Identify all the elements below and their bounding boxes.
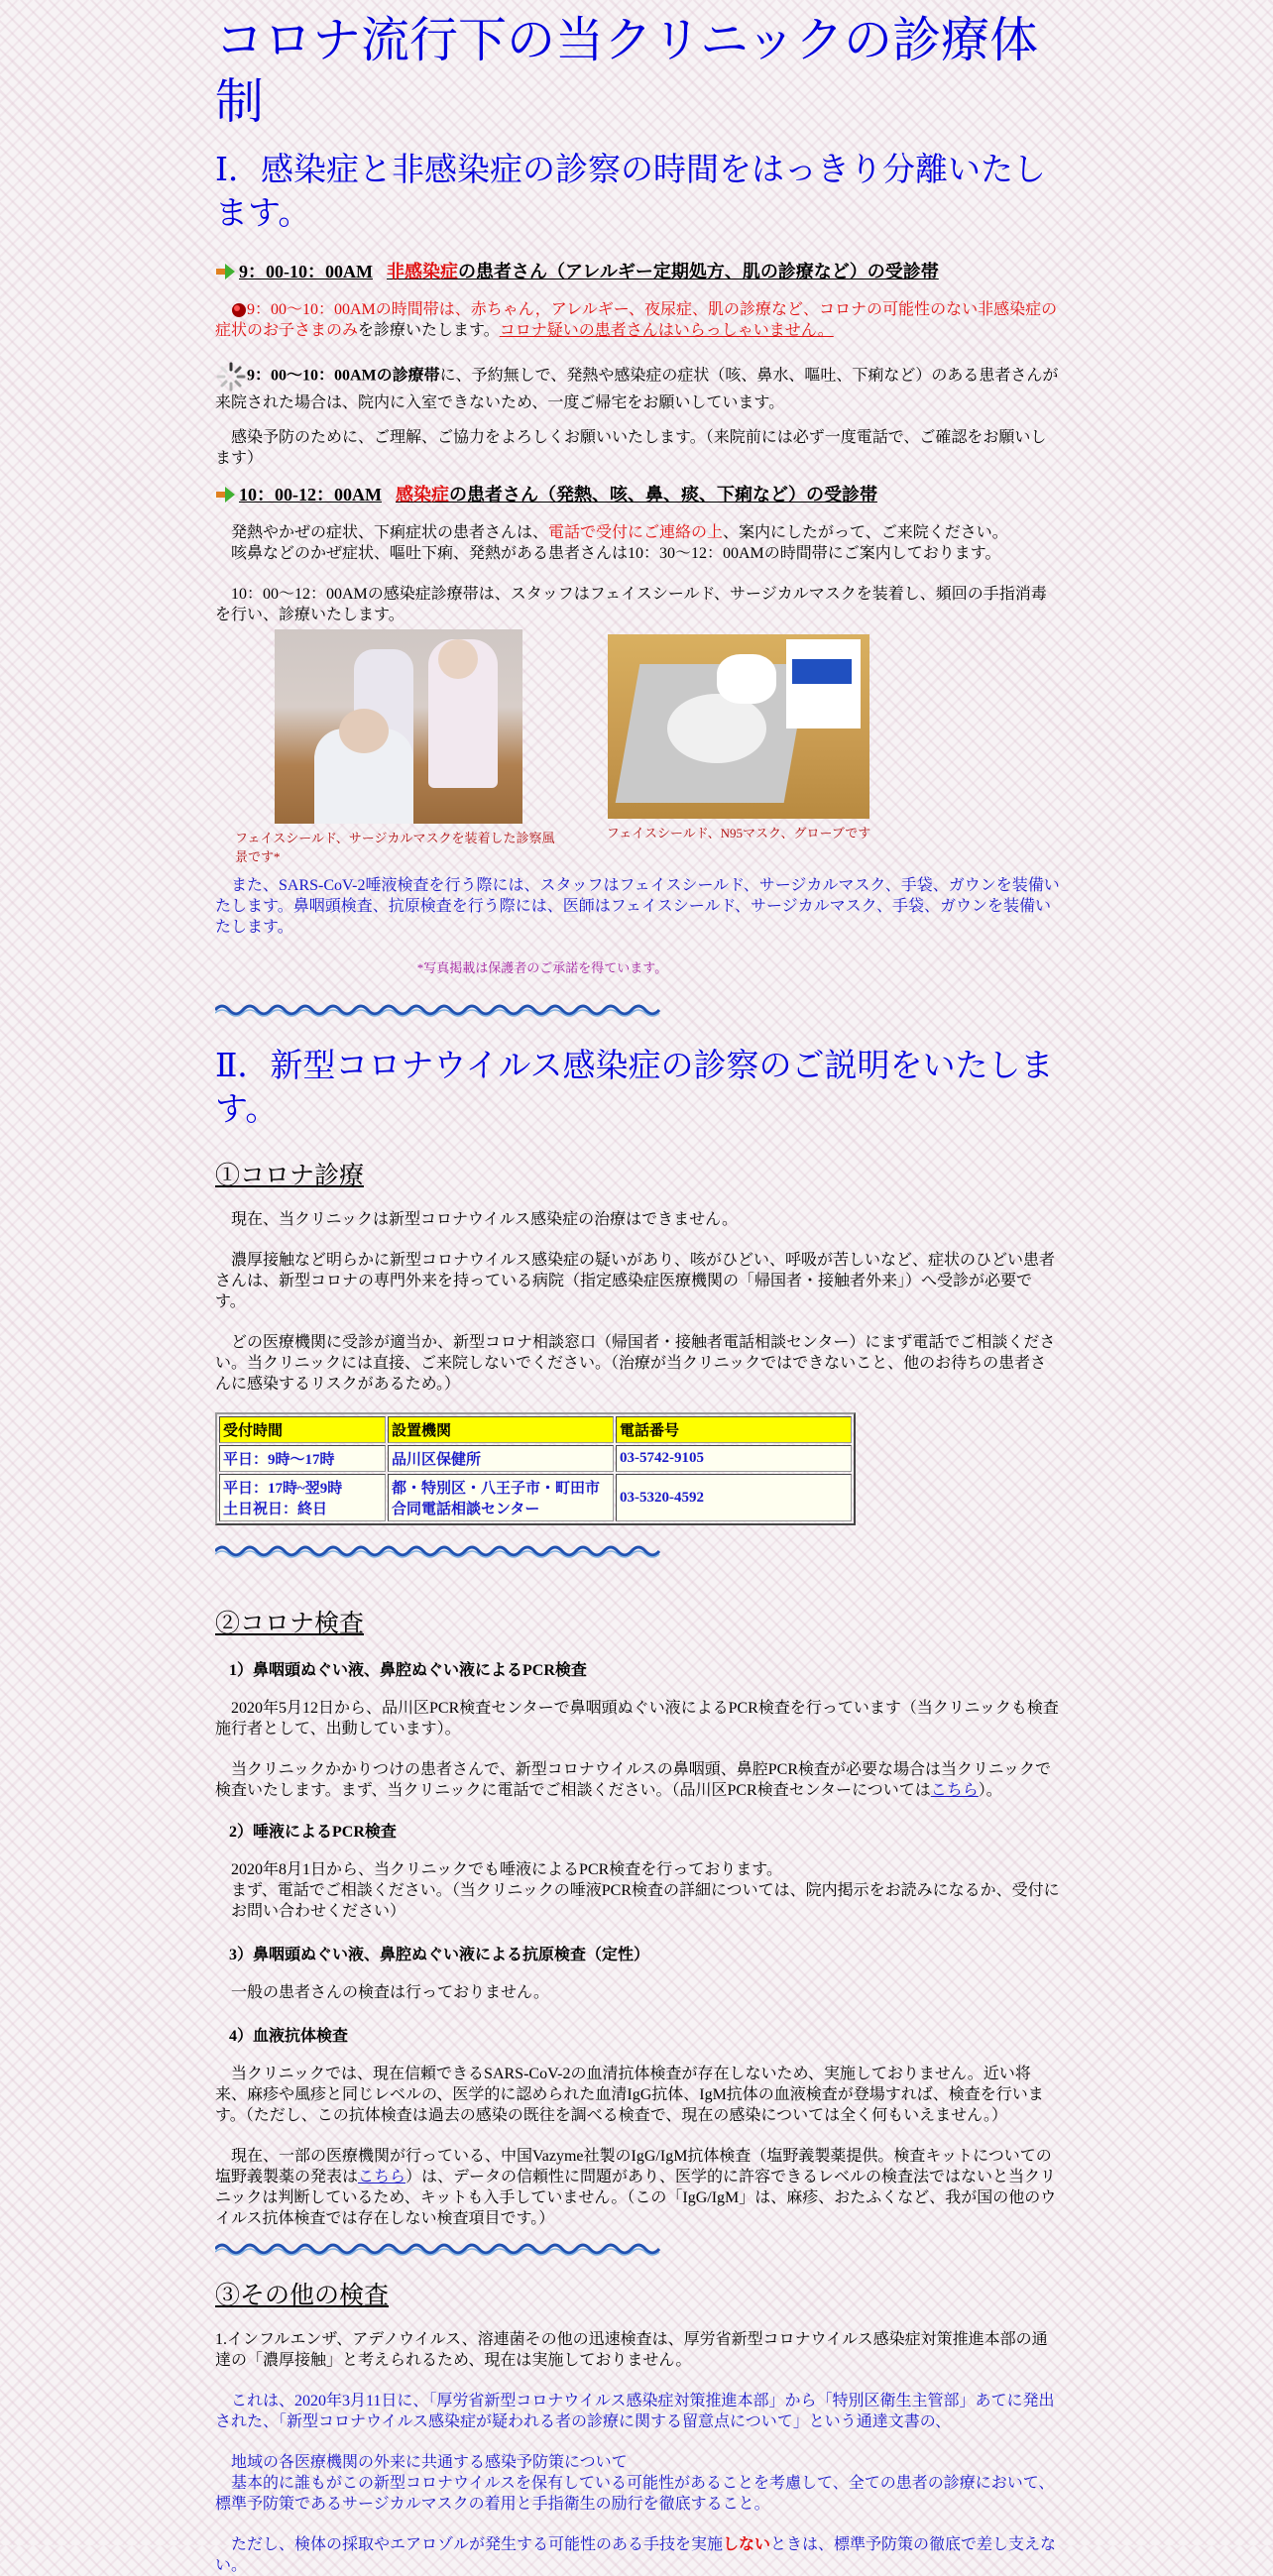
wave-divider: [215, 2239, 666, 2257]
paragraph-staff-protection: 10：00～12：00AMの感染症診療帯は、スタッフはフェイスシールド、サージカルマスクを装着し、頻回の手指消毒を行い、診療いたします。: [215, 586, 1047, 623]
paragraph-antigen: 一般の患者さんの検査は行っておりません。: [231, 1984, 549, 2001]
arrow-icon: [215, 486, 237, 504]
subhead-infectious: 10：00-12：00AM 感染症 の患者さん（発熱、咳、鼻、痰、下痢など）の受診帯: [215, 483, 1060, 506]
paragraph-pcr-center: 2020年5月12日から、品川区PCR検査センターで鼻咽頭ぬぐい液によるPCR検査を行っています（当クリニックも検査施行者として、出動しています）。: [215, 1700, 1059, 1737]
table-header-row: 受付時間 設置機関 電話番号: [219, 1416, 852, 1443]
wave-divider: [215, 1000, 666, 1018]
arrow-icon: [215, 263, 237, 280]
corona-test-heading: ②コロナ検査: [215, 1611, 365, 1637]
wave-divider: [215, 1541, 666, 1559]
subhead-noninfectious: 9：00-10：00AM 非感染症 の患者さん（アレルギー定期処方、肌の診療など）の受診帯: [215, 260, 1060, 283]
equipment-photo-image: [608, 634, 869, 819]
paragraph-infection-prevention: 地域の各医療機関の外来に共通する感染予防策について 基本的に誰もがこの新型コロナウイルスを保有している可能性があることを考慮して、全ての患者の診療において、標準予防策であるサージカルマスクの着用と手指衛生の励行を徹底すること。: [215, 2454, 1055, 2513]
paragraph-no-reservation: 9：00～10：00AMの診療帯に、予約無しで、発熱や感染症の症状（咳、鼻水、嘔吐、下痢など）のある患者さんが来院された場合は、院内に入室できないため、一度ご帰宅をお願いしています。: [215, 361, 1060, 413]
no-corona-patients-link[interactable]: コロナ疑いの患者さんはいらっしゃいません。: [499, 322, 834, 339]
photo-equipment: [580, 629, 897, 865]
paragraph-specialist-outpatient: 濃厚接触など明らかに新型コロナウイルス感染症の疑いがあり、咳がひどい、呼吸が苦しいなど、症状のひどい患者さんは、新型コロナの専門外来を持っている病院（指定感染症医療機関の「帰国者・接触者外来」）へ受診が必要です。: [215, 1252, 1056, 1310]
photo-consent-note: *写真掲載は保護者のご承諾を得ています。: [416, 960, 668, 975]
paragraph-notice-document: これは、2020年3月11日に、「厚労省新型コロナウイルス感染症対策推進本部」から「特別区衛生主管部」あてに発出された、「新型コロナウイルス感染症が疑われる者の診療に関する留意点について」という通達文書の、: [215, 2393, 1055, 2430]
pcr-center-link[interactable]: こちら: [930, 1782, 979, 1799]
shionogi-announcement-link[interactable]: こちら: [358, 2169, 406, 2185]
paragraph-rapid-tests: 1.インフルエンザ、アデノウイルス、溶連菌その他の迅速検査は、厚労省新型コロナウイルス感染症対策推進本部の通達の「濃厚接触」と考えられるため、現在は実施しておりません。: [215, 2331, 1048, 2369]
antibody-test-heading: 4）血液抗体検査: [229, 2028, 349, 2045]
red-dot-icon: [231, 302, 247, 318]
paragraph-antibody-2: 現在、一部の医療機関が行っている、中国Vazyme社製のIgG/IgM抗体検査（塩野義製薬提供。検査キットについての塩野義製薬の発表はこちら）は、データの信頼性に問題があり、医学的に許容できるレベルの検査法ではないと当クリニックは判断しているため、キットも入手していません。（この「IgG/IgM」は、麻疹、おたふくなど、我が国の他のウイルス抗体検査では存在しない検査項目です。）: [215, 2148, 1057, 2227]
other-tests-heading: ③その他の検査: [215, 2283, 390, 2309]
paragraph-no-treatment: 現在、当クリニックは新型コロナウイルス感染症の治療はできません。: [231, 1211, 739, 1228]
paragraph-fever-patients: 発熱やかぜの症状、下痢症状の患者さんは、電話で受付にご連絡の上、案内にしたがって、ご来院ください。 咳鼻などのかぜ症状、嘔吐下痢、発熱がある患者さんは10：30～12：00AMの時間帯にご案内しております。: [231, 524, 1008, 562]
section2-heading: Ⅱ．新型コロナウイルス感染症の診察のご説明をいたします。: [215, 1049, 1054, 1128]
examination-photo-image: [275, 629, 522, 824]
paragraph-standard-precautions: ただし、検体の採取やエアロゾルが発生する可能性のある手技を実施しないときは、標準予防策の徹底で差し支えない。: [215, 2536, 1057, 2574]
paragraph-consultation-center: どの医療機関に受診が適当か、新型コロナ相談窓口（帰国者・接触者電話相談センター）にまず電話でご相談ください。当クリニックには直接、ご来院しないでください。（治療が当クリニックではできないこと、他のお待ちの患者さんに感染するリスクがあるため。）: [215, 1334, 1056, 1393]
saliva-pcr-heading: 2）唾液によるPCR検査: [229, 1824, 397, 1841]
photo-examination: [235, 629, 562, 865]
antigen-test-heading: 3）鼻咽頭ぬぐい液、鼻腔ぬぐい液による抗原検査（定性）: [229, 1947, 650, 1963]
paragraph-saliva-pcr: 2020年8月1日から、当クリニックでも唾液によるPCR検査を行っております。 まず、電話でご相談ください。（当クリニックの唾液PCR検査の詳細については、院内掲示をお読みになるか、受付にお問い合わせください）: [231, 1861, 1060, 1920]
photo-caption-1: フェイスシールド、サージカルマスクを装着した診察風景です*: [235, 831, 555, 864]
pcr-swab-heading: 1）鼻咽頭ぬぐい液、鼻腔ぬぐい液によるPCR検査: [229, 1662, 587, 1679]
corona-treatment-heading: ①コロナ診療: [215, 1163, 365, 1189]
photo-row: [215, 629, 1060, 865]
paragraph-noninfectious-hours: 9：00～10：00AMの時間帯は、赤ちゃん，アレルギー、夜尿症、肌の診療など、コロナの可能性のない非感染症の症状のお子さまのみを診療いたします。コロナ疑いの患者さんはいらっしゃいません。: [215, 301, 1058, 339]
table-row: 平日：9時～17時 品川区保健所 03-5742-9105: [219, 1445, 852, 1472]
loading-spinner-icon: [215, 361, 247, 392]
section1-heading: Ⅰ．感染症と非感染症の診察の時間をはっきり分離いたします。: [215, 153, 1047, 232]
page-title: コロナ流行下の当クリニックの診療体制: [215, 13, 1039, 129]
paragraph-antibody-1: 当クリニックでは、現在信頼できるSARS-CoV-2の血清抗体検査が存在しないため、実施しておりません。近い将来、麻疹や風疹と同じレベルの、医学的に認められた血清IgG抗体、IgM抗体の血液検査が登場すれば、検査を行います。（ただし、この抗体検査は過去の感染の既往を調べる検査で、現在の感染については全く何もいえません。）: [215, 2066, 1044, 2124]
page-content: [215, 0, 1060, 2576]
table-row: 平日：17時~翌9時 土日祝日：終日 都・特別区・八王子市・町田市 合同電話相談センター 03-5320-4592: [219, 1474, 852, 1521]
paragraph-saliva-test-gear: また、SARS-CoV-2唾液検査を行う際には、スタッフはフェイスシールド、サージカルマスク、手袋、ガウンを装備いたします。鼻咽頭検査、抗原検査を行う際には、医師はフェイスシールド、サージカルマスク、手袋、ガウンを装備いたします。: [215, 877, 1060, 936]
paragraph-pcr-clinic: 当クリニックかかりつけの患者さんで、新型コロナウイルスの鼻咽頭、鼻腔PCR検査が必要な場合は当クリニックで検査いたします。まず、当クリニックに電話でご相談ください。（品川区PCR検査センターについてはこちら）。: [215, 1761, 1052, 1799]
photo-caption-2: フェイスシールド、N95マスク、グローブです: [606, 826, 871, 840]
paragraph-cooperation: 感染予防のために、ご理解、ご協力をよろしくお願いいたします。（来院前には必ず一度電話で、ご確認をお願いします）: [215, 429, 1047, 467]
consultation-table: [215, 1412, 856, 1525]
